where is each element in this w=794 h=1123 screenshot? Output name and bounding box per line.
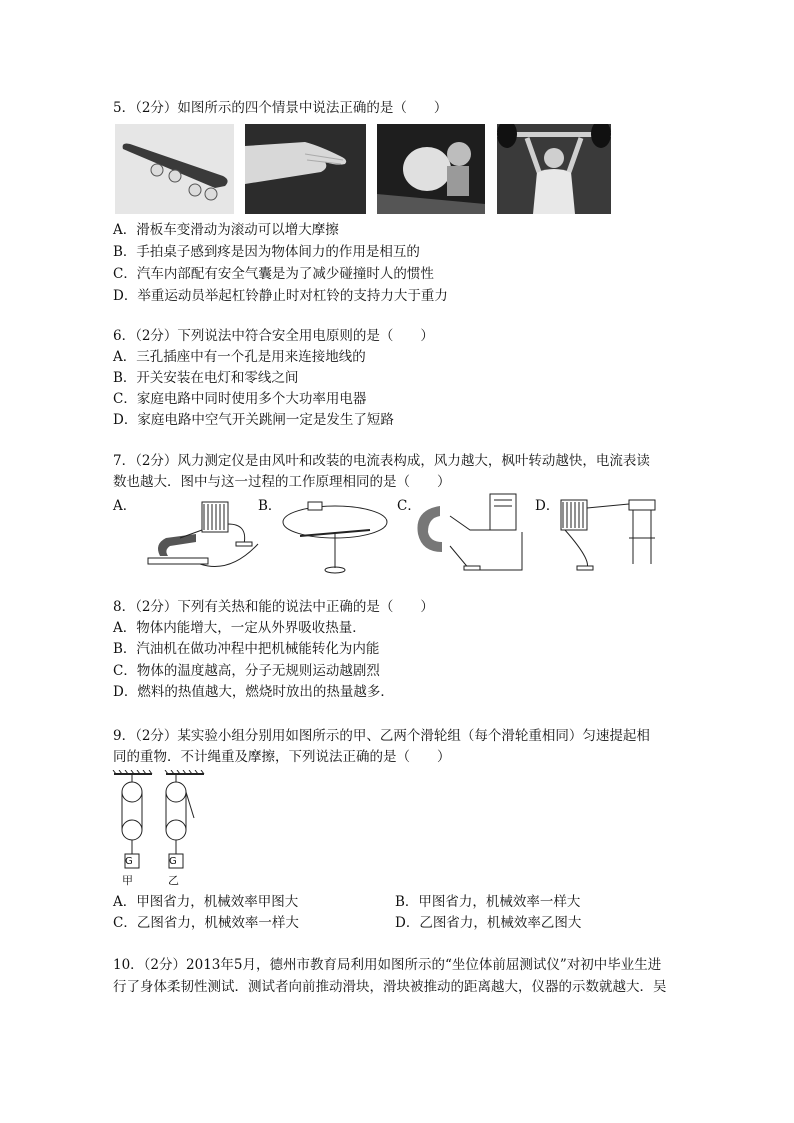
q6-option-a: A．三孔插座中有一个孔是用来连接地线的 <box>113 349 366 365</box>
q7-label-d: D． <box>535 498 560 514</box>
pulley-weight-label-jia: G <box>125 856 133 867</box>
pulley-label-jia: 甲 <box>122 874 133 887</box>
weightlifter-photo <box>497 124 611 214</box>
q6-stem: 6．（2分）下列说法中符合安全用电原则的是（ ） <box>113 328 434 344</box>
q7-figure-c <box>410 490 530 576</box>
q8-stem: 8．（2分）下列有关热和能的说法中正确的是（ ） <box>113 599 434 615</box>
q8-option-c: C．物体的温度越高，分子无规则运动越剧烈 <box>113 663 380 679</box>
q6-option-c: C．家庭电路中同时使用多个大功率用电器 <box>113 391 367 407</box>
q7-figure-a <box>140 494 260 574</box>
pulley-label-yi: 乙 <box>168 874 179 887</box>
q7-label-a: A． <box>113 498 137 514</box>
q9-option-d: D．乙图省力，机械效率乙图大 <box>395 915 582 931</box>
q5-option-a: A．滑板车变滑动为滚动可以增大摩擦 <box>113 222 339 238</box>
q9-stem-line2: 同的重物．不计绳重及摩擦，下列说法正确的是（ ） <box>113 749 451 765</box>
q9-option-b: B．甲图省力，机械效率一样大 <box>395 894 581 910</box>
q7-figure-d <box>555 494 665 576</box>
q7-label-b: B． <box>258 498 282 514</box>
q8-option-a: A．物体内能增大，一定从外界吸收热量． <box>113 620 366 636</box>
q6-option-d: D．家庭电路中空气开关跳闸一定是发生了短路 <box>113 412 394 428</box>
pulley-weight-label-yi: G <box>169 856 177 867</box>
hand-on-table-photo <box>245 124 366 214</box>
car-airbag-photo <box>377 124 485 214</box>
q7-figure-b <box>280 494 390 576</box>
q8-option-d: D．燃料的热值越大，燃烧时放出的热量越多． <box>113 684 394 700</box>
q7-label-c: C． <box>397 498 421 514</box>
q8-option-b: B．汽油机在做功冲程中把机械能转化为内能 <box>113 641 380 657</box>
q5-option-c: C．汽车内部配有安全气囊是为了减少碰撞时人的惯性 <box>113 266 434 282</box>
q10-stem-line2: 行了身体柔韧性测试．测试者向前推动滑块，滑块被推动的距离越大，仪器的示数就越大．吴 <box>113 979 667 995</box>
q9-option-c: C．乙图省力，机械效率一样大 <box>113 915 299 931</box>
q9-stem-line1: 9．（2分）某实验小组分别用如图所示的甲、乙两个滑轮组（每个滑轮重相同）匀速提起相 <box>113 728 650 744</box>
q6-option-b: B．开关安装在电灯和零线之间 <box>113 370 299 386</box>
q5-stem: 5．（2分）如图所示的四个情景中说法正确的是（ ） <box>113 100 448 116</box>
q5-option-b: B．手拍桌子感到疼是因为物体间力的作用是相互的 <box>113 244 420 260</box>
q10-stem-line1: 10．（2分）2013年5月，德州市教育局利用如图所示的“坐位体前屈测试仪”对初中毕业生进 <box>113 957 662 973</box>
pulley-diagram <box>110 770 220 888</box>
q5-option-d: D．举重运动员举起杠铃静止时对杠铃的支持力大于重力 <box>113 288 448 304</box>
skateboard-photo <box>115 124 234 214</box>
q7-stem-line2: 数也越大．图中与这一过程的工作原理相同的是（ ） <box>113 474 451 490</box>
q9-option-a: A．甲图省力，机械效率甲图大 <box>113 894 299 910</box>
q7-stem-line1: 7．（2分）风力测定仪是由风叶和改装的电流表构成，风力越大，枫叶转动越快，电流表读 <box>113 453 650 469</box>
